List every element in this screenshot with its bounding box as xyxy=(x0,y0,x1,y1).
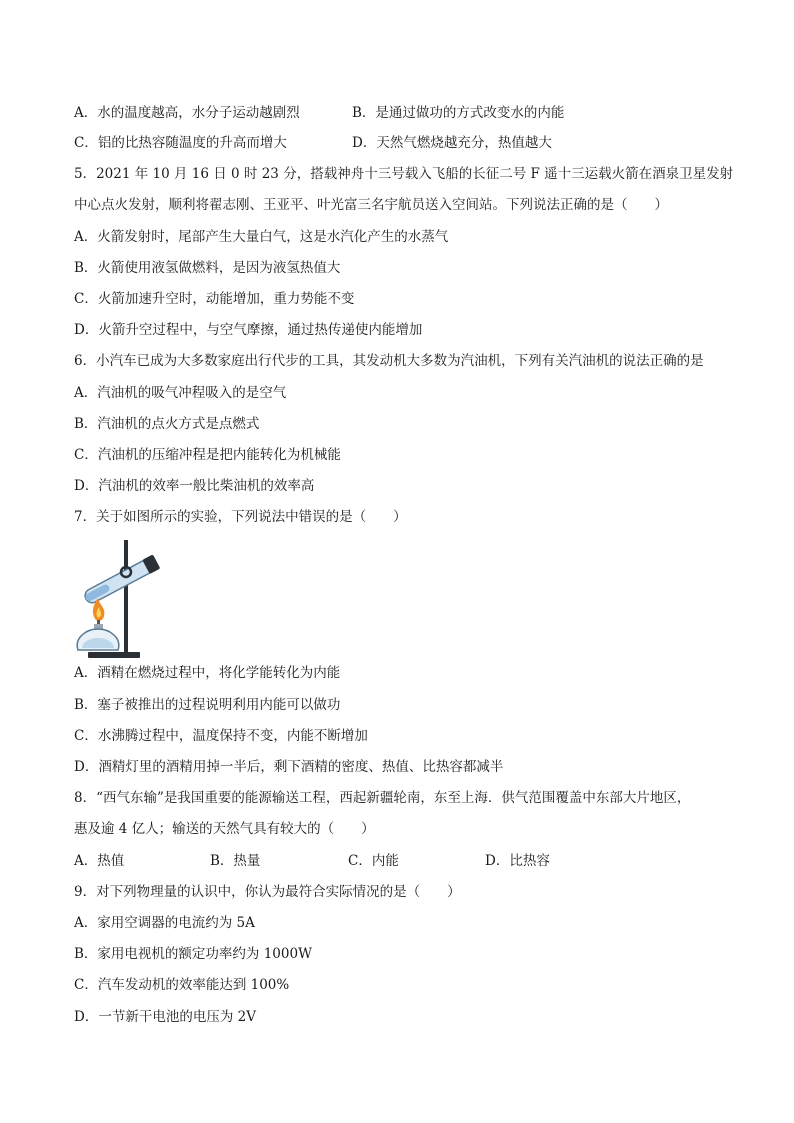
q5-option-c: C．火箭加速升空时，动能增加，重力势能不变 xyxy=(74,291,355,307)
q5-option-b: B．火箭使用液氢做燃料，是因为液氢热值大 xyxy=(74,260,341,276)
q6-option-c: C．汽油机的压缩冲程是把内能转化为机械能 xyxy=(74,447,341,463)
q8-stem-line-1: 8．“西气东输”是我国重要的能源输送工程，西起新疆轮南，东至上海．供气范围覆盖中东部大片地区， xyxy=(74,790,691,806)
q5-stem-line-2: 中心点火发射，顺利将翟志刚、王亚平、叶光富三名宇航员送入空间站。下列说法正确的是（ ） xyxy=(74,197,668,213)
q8-option-d: D．比热容 xyxy=(485,853,550,869)
q5-option-d: D．火箭升空过程中，与空气摩擦，通过热传递使内能增加 xyxy=(74,322,423,338)
q6-option-a: A．汽油机的吸气冲程吸入的是空气 xyxy=(74,385,287,401)
q7-option-a: A．酒精在燃烧过程中，将化学能转化为内能 xyxy=(74,665,341,681)
q7-stem: 7．关于如图所示的实验，下列说法中错误的是（ ） xyxy=(74,509,407,525)
q9-option-d: D．一节新干电池的电压为 2V xyxy=(74,1009,256,1025)
q8-stem-line-2: 惠及逾 4 亿人；输送的天然气具有较大的（ ） xyxy=(74,821,375,837)
q6-option-d: D．汽油机的效率一般比柴油机的效率高 xyxy=(74,478,315,494)
q4-option-d: D．天然气燃烧越充分，热值越大 xyxy=(352,135,552,151)
q9-option-b: B．家用电视机的额定功率约为 1000W xyxy=(74,946,312,962)
q9-option-c: C．汽车发动机的效率能达到 100% xyxy=(74,977,290,993)
q9-option-a: A．家用空调器的电流约为 5A xyxy=(74,915,255,931)
q8-option-c: C．内能 xyxy=(348,853,399,869)
q7-option-b: B．塞子被推出的过程说明利用内能可以做功 xyxy=(74,697,341,713)
q8-option-b: B．热量 xyxy=(210,853,261,869)
q5-option-a: A．火箭发射时，尾部产生大量白气，这是水汽化产生的水蒸气 xyxy=(74,229,449,245)
q4-option-b: B．是通过做功的方式改变水的内能 xyxy=(352,105,565,121)
q5-stem-line-1: 5．2021 年 10 月 16 日 0 时 23 分，搭载神舟十三号载入飞船的长征二号 F 遥十三运载火箭在酒泉卫星发射 xyxy=(74,166,734,182)
q4-option-a: A．水的温度越高，水分子运动越剧烈 xyxy=(74,105,300,121)
q6-stem: 6．小汽车已成为大多数家庭出行代步的工具，其发动机大多数为汽油机，下列有关汽油机的说法正确的是 xyxy=(74,353,704,369)
q9-stem: 9．对下列物理量的认识中，你认为最符合实际情况的是（ ） xyxy=(74,884,461,900)
test-tube-heating-apparatus-icon xyxy=(60,532,170,662)
q8-option-a: A．热值 xyxy=(74,853,125,869)
q4-option-c: C．铝的比热容随温度的升高而增大 xyxy=(74,135,287,151)
q6-option-b: B．汽油机的点火方式是点燃式 xyxy=(74,416,260,432)
q7-option-d: D．酒精灯里的酒精用掉一半后，剩下酒精的密度、热值、比热容都减半 xyxy=(74,759,504,775)
q7-option-c: C．水沸腾过程中，温度保持不变，内能不断增加 xyxy=(74,728,368,744)
